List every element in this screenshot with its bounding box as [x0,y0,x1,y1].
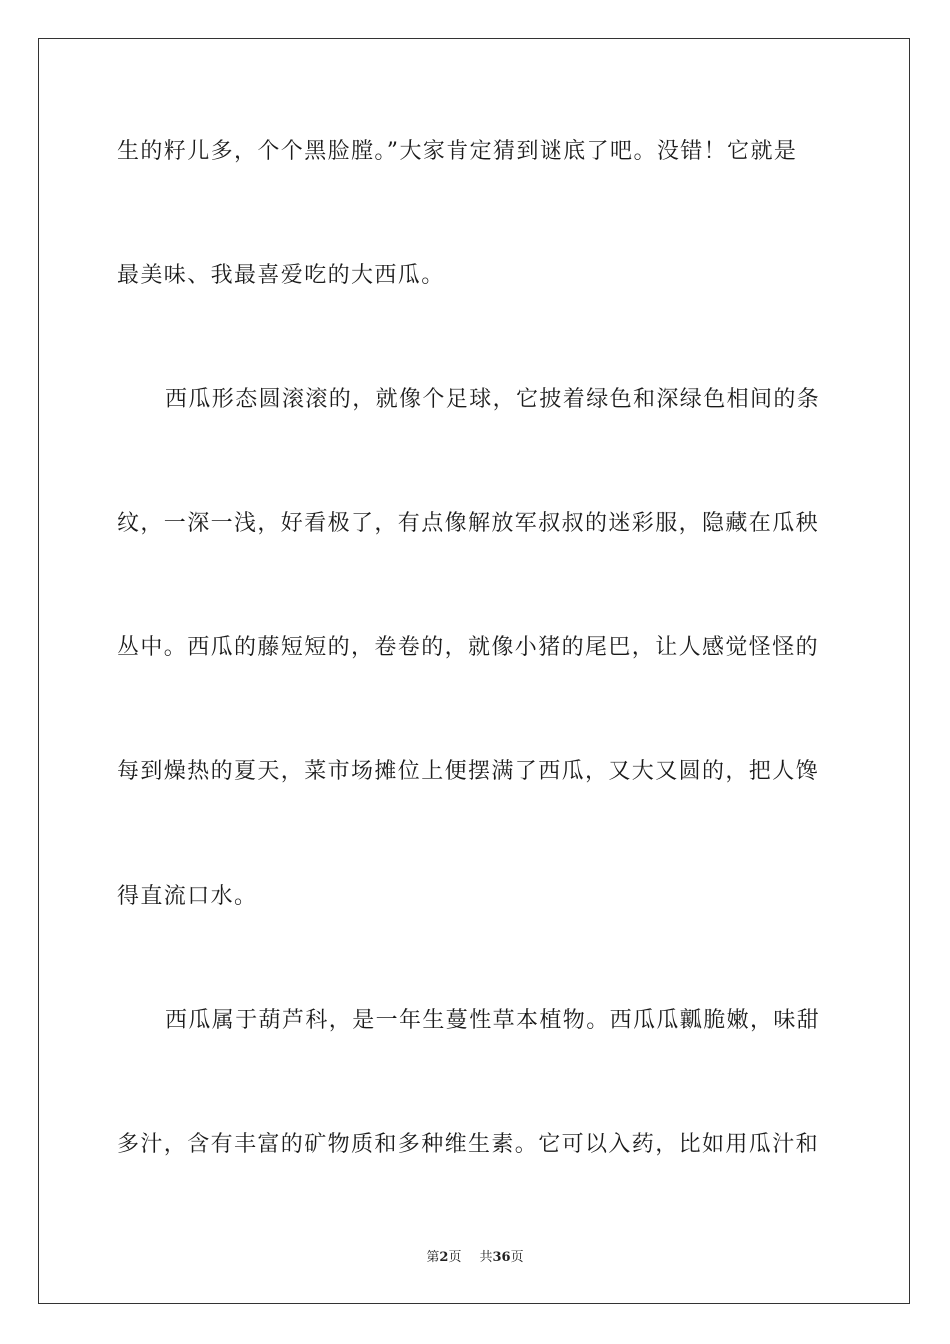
page-border [38,38,910,1304]
page-footer [0,1249,950,1267]
text-line: 得直流口水。 [117,884,258,909]
text-line: 丛中。西瓜的藤短短的，卷卷的，就像小猪的尾巴，让人感觉怪怪的 [117,635,820,660]
total-suffix: 页 [510,1250,524,1265]
paragraph-first-line: 西瓜形态圆滚滚的，就像个足球，它披着绿色和深绿色相间的条 [165,387,821,412]
paragraph-first-line: 西瓜属于葫芦科，是一年生蔓性草本植物。西瓜瓜瓤脆嫩，味甜 [165,1008,821,1033]
page-number: 2 [439,1250,449,1265]
text-line: 每到燥热的夏天，菜市场摊位上便摆满了西瓜，又大又圆的，把人馋 [117,759,820,784]
page-prefix: 第 [426,1250,440,1265]
text-line: 纹，一深一浅，好看极了，有点像解放军叔叔的迷彩服，隐藏在瓜秧 [117,511,820,536]
total-prefix: 共 [479,1250,493,1265]
total-pages: 36 [492,1250,511,1265]
text-line: 多汁，含有丰富的矿物质和多种维生素。它可以入药，比如用瓜汁和 [117,1132,820,1157]
page-suffix: 页 [448,1250,462,1265]
text-line: 最美味、我最喜爱吃的大西瓜。 [117,263,445,288]
text-line: 生的籽儿多，个个黑脸膛。”大家肯定猜到谜底了吧。没错！它就是 [117,139,798,164]
